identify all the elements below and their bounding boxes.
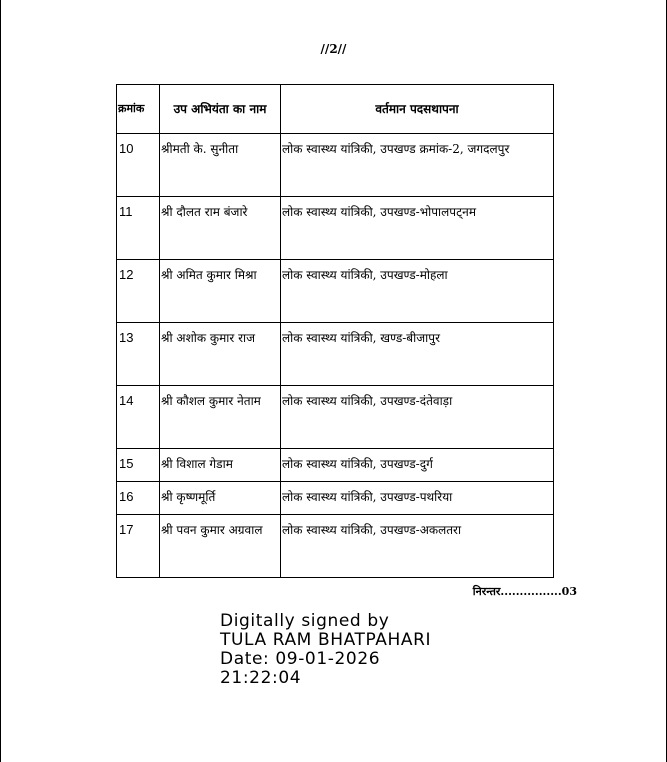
- table-row: [117, 134, 554, 197]
- header-posting: वर्तमान पदसथापना: [281, 85, 554, 134]
- header-name: उप अभियंता का नाम: [160, 85, 281, 134]
- table-row: [117, 197, 554, 260]
- row-name: श्री अशोक कुमार राज: [160, 323, 281, 386]
- table-row: [117, 482, 554, 515]
- header-serial: क्रमांक: [117, 85, 160, 134]
- row-posting: लोक स्वास्थ्य यांत्रिकी, उपखण्ड-पथरिया: [281, 482, 554, 515]
- signature-line: Digitally signed by: [220, 611, 390, 631]
- row-name: श्री कौशल कुमार नेताम: [160, 386, 281, 449]
- row-name: श्री विशाल गेडाम: [160, 449, 281, 482]
- row-serial: 10: [117, 134, 160, 197]
- posting-table: [116, 84, 554, 578]
- table-row: [117, 260, 554, 323]
- continued-note: निरन्तर................03: [472, 585, 577, 598]
- row-name: श्रीमती के. सुनीता: [160, 134, 281, 197]
- row-name: श्री दौलत राम बंजारे: [160, 197, 281, 260]
- row-serial: 13: [117, 323, 160, 386]
- row-name: श्री कृष्णमूर्ति: [160, 482, 281, 515]
- table-row: [117, 323, 554, 386]
- row-posting: लोक स्वास्थ्य यांत्रिकी, उपखण्ड-अकलतरा: [281, 515, 554, 578]
- row-name: श्री अमित कुमार मिश्रा: [160, 260, 281, 323]
- row-serial: 11: [117, 197, 160, 260]
- row-posting: लोक स्वास्थ्य यांत्रिकी, उपखण्ड-मोहला: [281, 260, 554, 323]
- row-name: श्री पवन कुमार अग्रवाल: [160, 515, 281, 578]
- row-posting: लोक स्वास्थ्य यांत्रिकी, उपखण्ड क्रमांक-2, जगदलपुर: [281, 134, 554, 197]
- table-row: [117, 515, 554, 578]
- signature-date: Date: 09-01-2026: [220, 649, 381, 669]
- row-serial: 17: [117, 515, 160, 578]
- row-serial: 14: [117, 386, 160, 449]
- row-posting: लोक स्वास्थ्य यांत्रिकी, उपखण्ड-दंतेवाड़ा: [281, 386, 554, 449]
- signature-time: 21:22:04: [220, 668, 302, 688]
- digital-signature: [220, 612, 431, 688]
- row-posting: लोक स्वास्थ्य यांत्रिकी, उपखण्ड-दुर्ग: [281, 449, 554, 482]
- table-header-row: [117, 85, 554, 134]
- row-serial: 16: [117, 482, 160, 515]
- signer-name: TULA RAM BHATPAHARI: [220, 630, 432, 650]
- table-row: [117, 449, 554, 482]
- row-posting: लोक स्वास्थ्य यांत्रिकी, खण्ड-बीजापुर: [281, 323, 554, 386]
- table-row: [117, 386, 554, 449]
- row-serial: 12: [117, 260, 160, 323]
- row-posting: लोक स्वास्थ्य यांत्रिकी, उपखण्ड-भोपालपट्नम: [281, 197, 554, 260]
- row-serial: 15: [117, 449, 160, 482]
- page-number: //2//: [320, 42, 347, 56]
